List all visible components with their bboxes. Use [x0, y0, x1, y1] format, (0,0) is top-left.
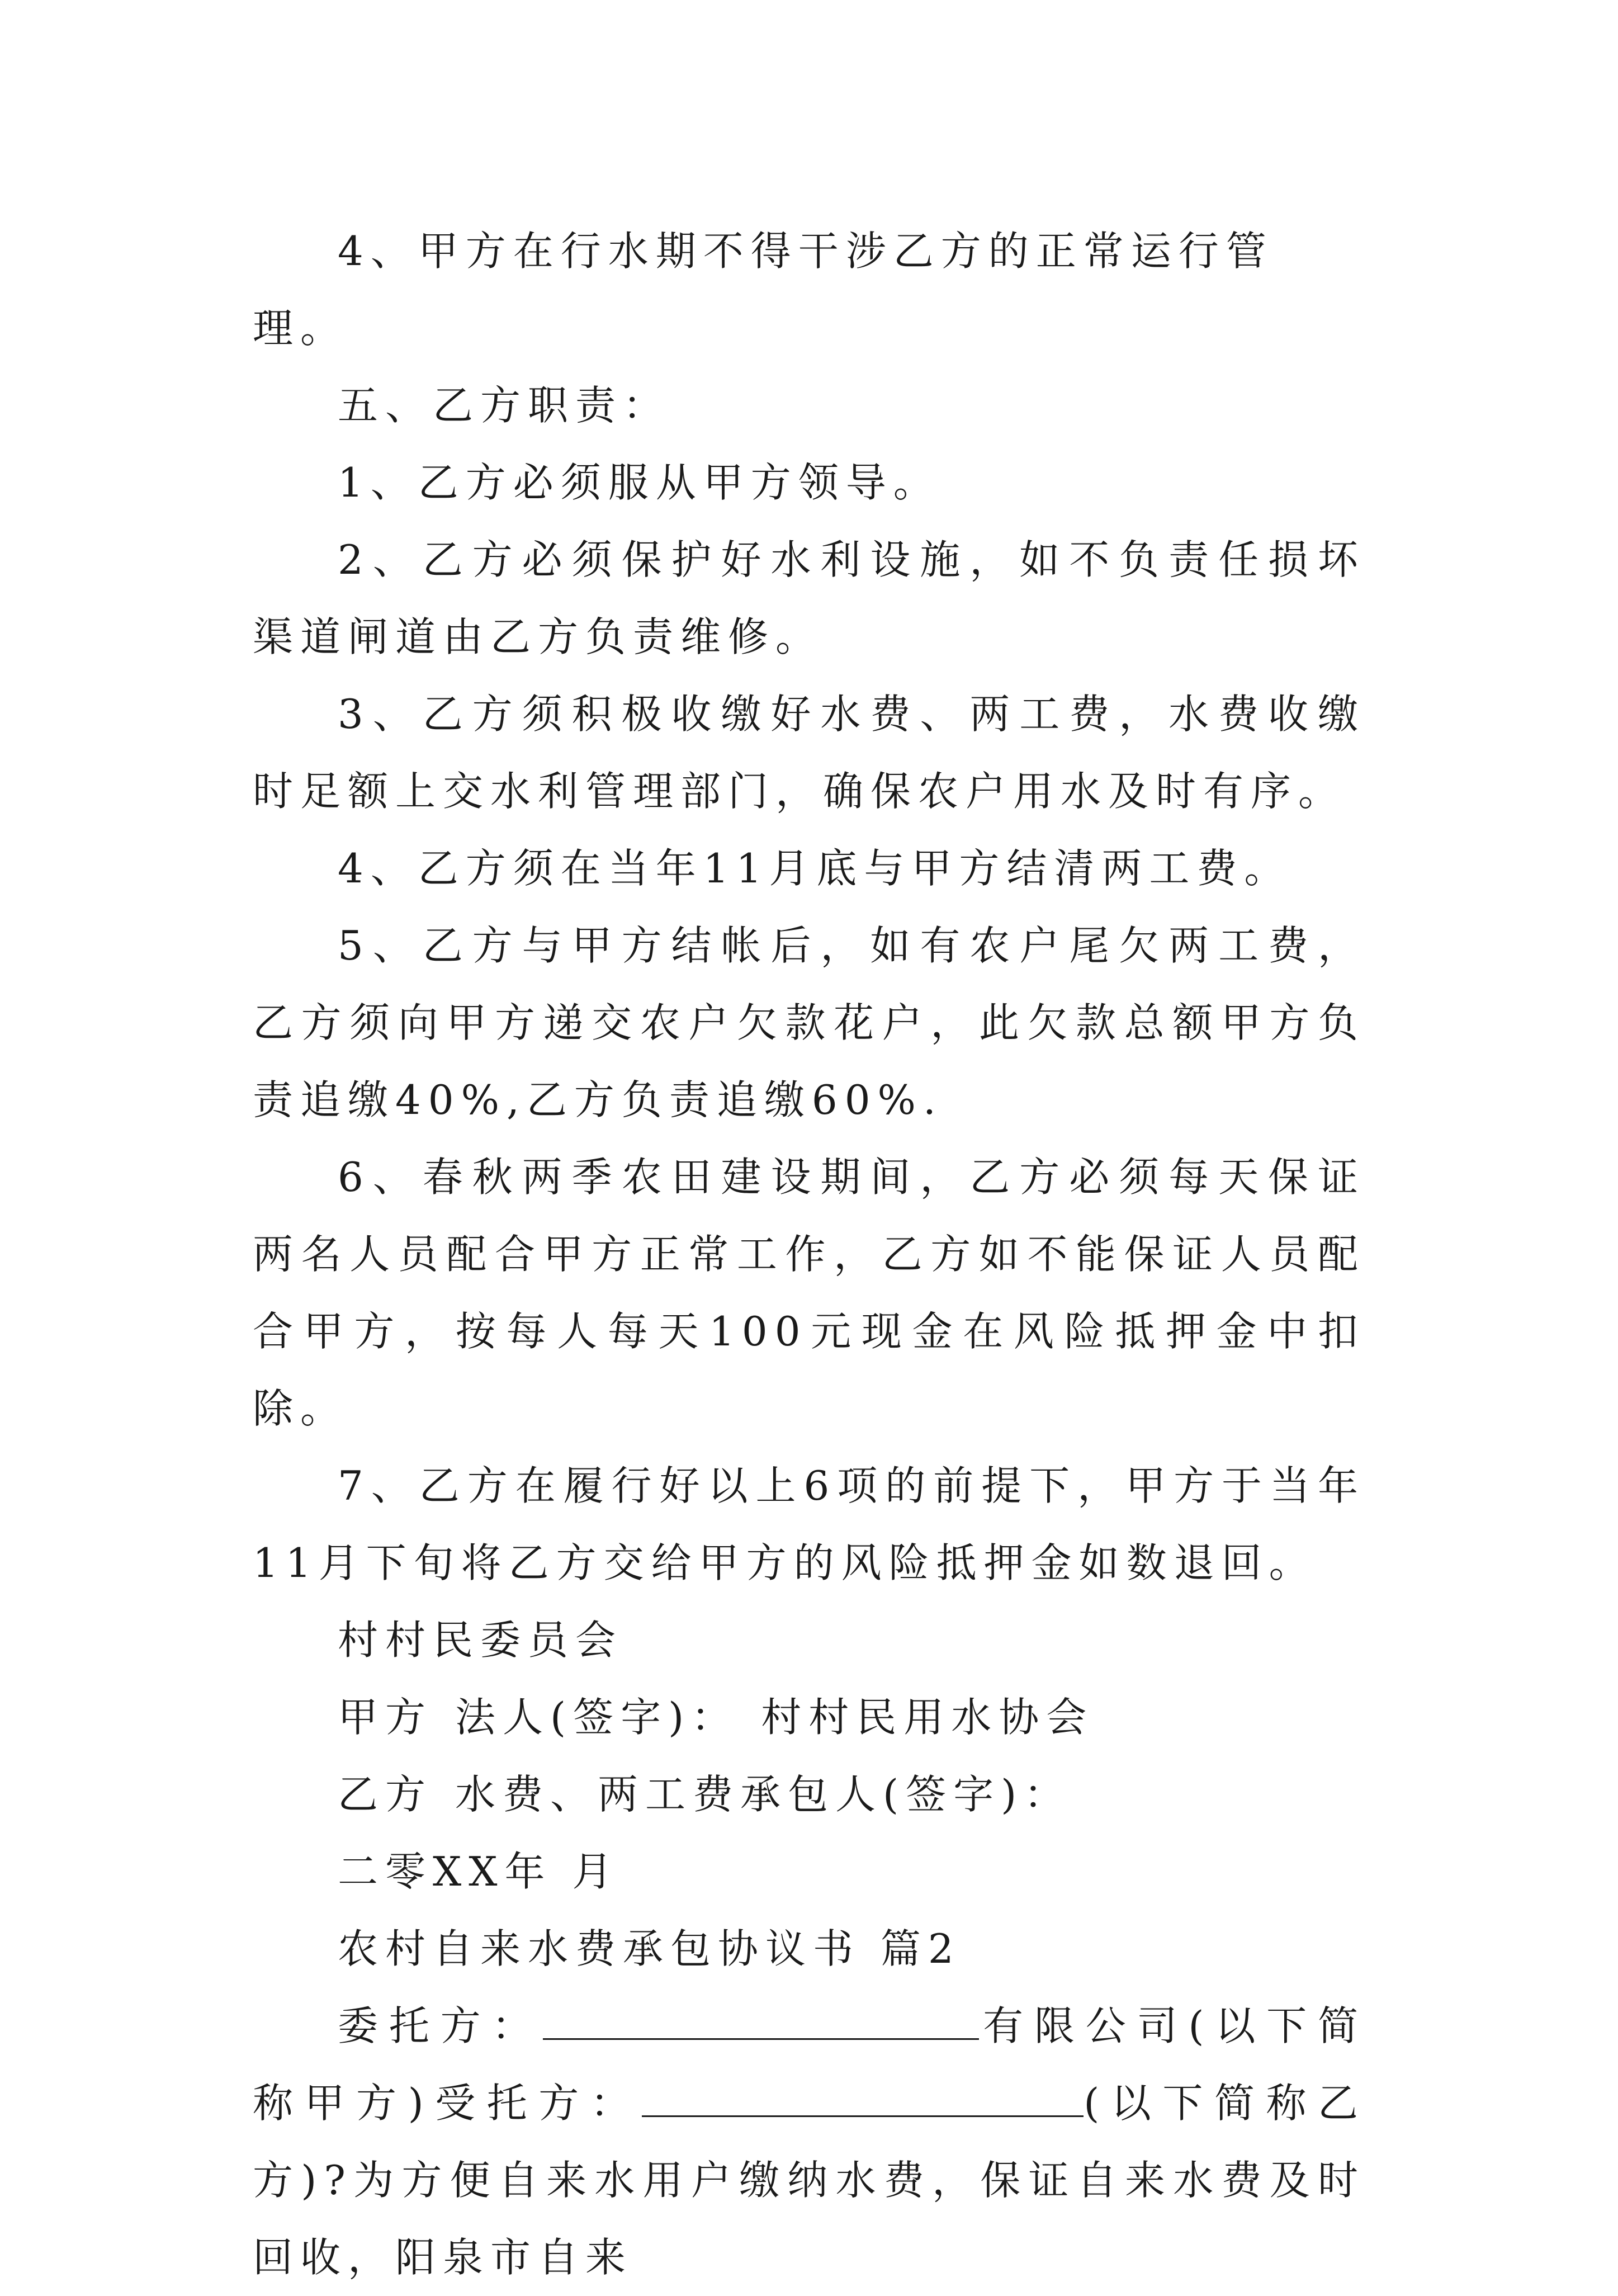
- trustee-suffix: (以下简称乙方)?为方便自来水用户缴纳水费，保证自来水费及时回收，阳泉市自来: [253, 2080, 1366, 2281]
- paragraph-entrust: [253, 1987, 1365, 2296]
- trustee-name-blank: [642, 2077, 1084, 2117]
- client-name-blank: [543, 2000, 979, 2040]
- party-a-org: 村村民用水协会: [761, 1694, 1094, 1741]
- paragraph-clause-a4: 4、甲方在行水期不得干涉乙方的正常运行管理。: [253, 228, 1274, 352]
- client-suffix: 有限公司(以下简称甲方): [253, 2002, 1365, 2127]
- date-line: 二零XX年 月: [338, 1848, 620, 1895]
- party-b-label: 乙方: [338, 1771, 433, 1818]
- paragraph-clause-b1: 1、乙方必须服从甲方领导。: [338, 459, 941, 506]
- signature-line-party-a: [253, 1679, 1365, 1756]
- party-b-role: 水费、两工费承包人(签字)：: [455, 1771, 1072, 1818]
- paragraph-clause-b7: 7、乙方在履行好以上6项的前提下，甲方于当年11月下旬将乙方交给甲方的风险抵押金如数退回。: [253, 1462, 1365, 1586]
- section-title: 农村自来水费承包协议书 篇2: [338, 1925, 961, 1972]
- paragraph-village-committee: 村村民委员会: [338, 1617, 623, 1664]
- paragraph-clause-b5: 5、乙方与甲方结帐后，如有农户尾欠两工费，乙方须向甲方递交农户欠款花户，此欠款总额甲方负责追缴40%,乙方负责追缴60%.: [253, 922, 1365, 1123]
- paragraph-clause-b2: 2、乙方必须保护好水利设施，如不负责任损坏渠道闸道由乙方负责维修。: [253, 536, 1365, 660]
- trustee-label: 受托方：: [430, 2080, 642, 2127]
- party-a-role: 法人(签字)：: [455, 1694, 739, 1741]
- party-a-label: 甲方: [338, 1694, 433, 1741]
- document-body: [253, 212, 1365, 2296]
- paragraph-clause-b3: 3、乙方须积极收缴好水费、两工费，水费收缴时足额上交水利管理部门，确保农户用水及时有序。: [253, 691, 1365, 815]
- signature-line-party-b: [253, 1756, 1365, 1833]
- paragraph-clause-b6: 6、春秋两季农田建设期间，乙方必须每天保证两名人员配合甲方正常工作，乙方如不能保证人员配合甲方，按每人每天100元现金在风险抵押金中扣除。: [253, 1154, 1365, 1432]
- paragraph-section-five-heading: 五、乙方职责：: [338, 382, 671, 429]
- paragraph-clause-b4: 4、乙方须在当年11月底与甲方结清两工费。: [338, 845, 1292, 892]
- client-label: 委托方：: [338, 2002, 543, 2049]
